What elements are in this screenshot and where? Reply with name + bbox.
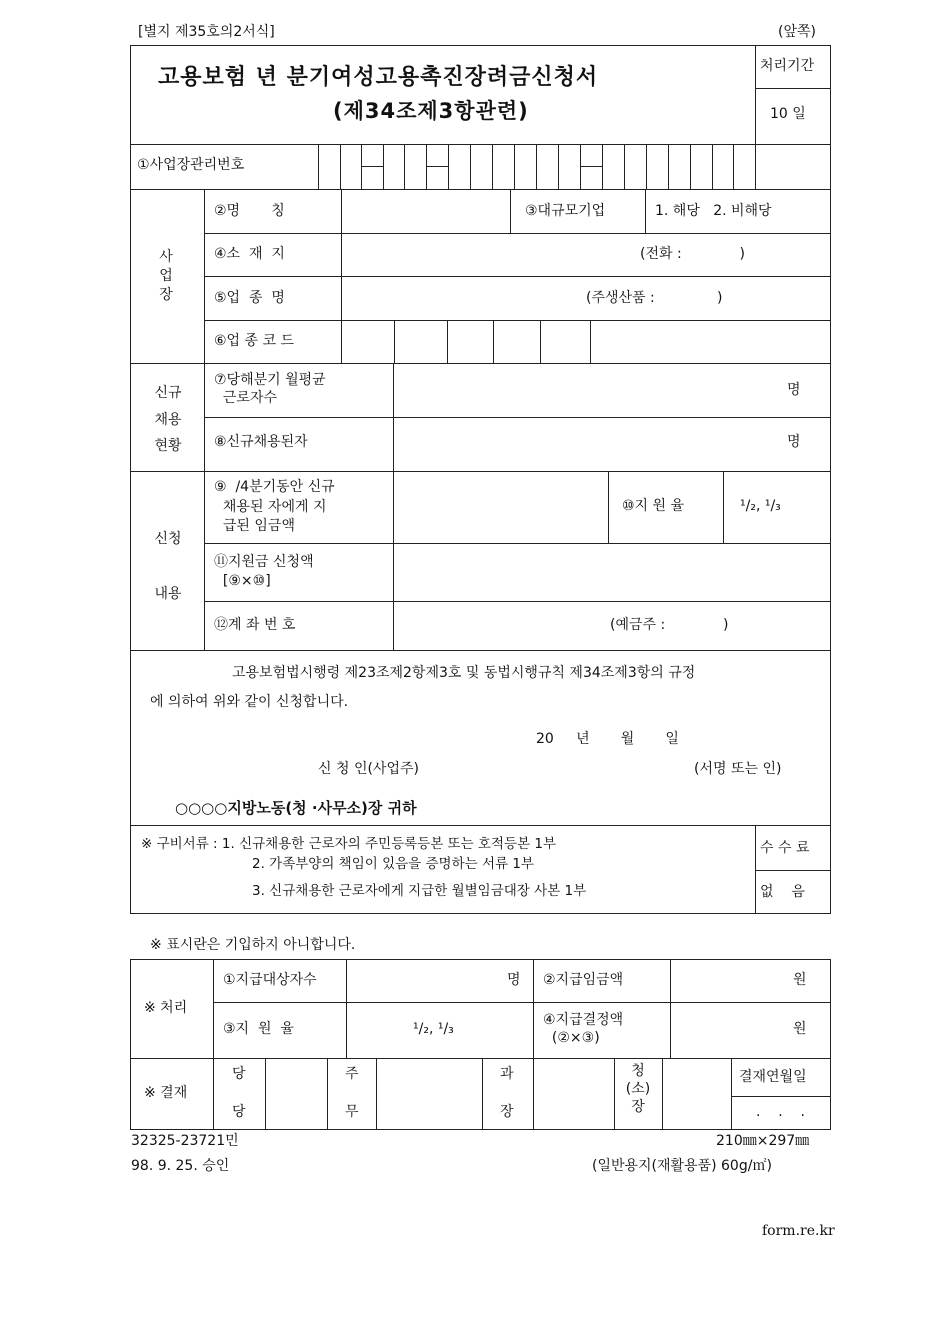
- required-documents-item1: ※ 구비서류 : 1. 신규채용한 근로자의 주민등록등본 또는 호적등본 1부: [141, 836, 557, 852]
- field-wages-paid-label: ⑨ /4분기동안 신규 채용된 자에게 지 급된 임금액: [214, 479, 335, 535]
- approval-date-footer: 98. 9. 25. 승인: [131, 1158, 230, 1174]
- section-business-label: 사 업 장: [159, 249, 173, 303]
- processing-rate-options: ¹/₂, ¹/₃: [413, 1021, 454, 1037]
- field-industry-label: ⑤업 종 명: [214, 290, 285, 306]
- approval-staff-top: 당: [232, 1066, 246, 1082]
- field-new-hires-label: ⑧신규채용된자: [214, 434, 308, 450]
- form-title: 고용보험 년 분기여성고용촉진장려금신청서: [158, 65, 599, 90]
- form-subtitle: (제34조제3항관련): [333, 99, 529, 123]
- fee-value: 없 음: [760, 884, 805, 900]
- field-avg-workers-label: ⑦당해분기 월평균 근로자수: [214, 372, 326, 406]
- office-use-note: ※ 표시란은 기입하지 아니합니다.: [150, 937, 356, 953]
- support-rate-options[interactable]: ¹/₂, ¹/₃: [740, 498, 781, 514]
- large-company-options[interactable]: 1. 해당 2. 비해당: [655, 203, 772, 219]
- declaration-line1: 고용보험법시행령 제23조제2항제3호 및 동법시행규칙 제34조제3항의 규정: [232, 665, 696, 681]
- approval-staff-bottom: 당: [232, 1104, 246, 1120]
- processing-period-value: 10 일: [770, 106, 806, 122]
- approval-staff-sign[interactable]: [266, 1059, 326, 1129]
- decided-amount-label: ④지급결정액 (②×③): [543, 1012, 624, 1047]
- section-request-label: 신청 내용: [154, 531, 182, 602]
- payee-count-label: ①지급대상자수: [223, 972, 317, 988]
- application-date[interactable]: 20 년 월 일: [536, 731, 679, 747]
- approval-director-sign[interactable]: [663, 1059, 730, 1129]
- processing-period-label: 처리기간: [760, 58, 815, 74]
- field-address-label: ④소 재 지: [214, 246, 285, 262]
- business-name-input[interactable]: [342, 190, 510, 233]
- page-side-label: (앞쪽): [778, 24, 816, 40]
- business-id-input[interactable]: [318, 144, 755, 189]
- required-documents-item3: 3. 신규채용한 근로자에게 지급한 월별임금대장 사본 1부: [252, 883, 587, 899]
- approval-officer-sign[interactable]: [377, 1059, 481, 1129]
- approval-director-label: 청 (소) 장: [625, 1063, 651, 1116]
- approval-date-value[interactable]: . . .: [756, 1104, 805, 1120]
- field-large-company-label: ③대규모기업: [525, 203, 606, 219]
- wages-paid-unit: 원: [793, 972, 807, 988]
- field-support-rate-label: ⑩지 원 율: [622, 498, 685, 514]
- source-site: form.re.kr: [762, 1223, 835, 1239]
- form-code: 32325-23721민: [131, 1133, 239, 1149]
- phone-field[interactable]: (전화 : ): [640, 246, 745, 262]
- form-number: [별지 제35호의2서식]: [138, 24, 275, 40]
- required-documents-item2: 2. 가족부양의 책임이 있음을 증명하는 서류 1부: [252, 856, 534, 872]
- addressee: ○○○○지방노동(청 ·사무소)장 귀하: [175, 799, 417, 817]
- industry-code-input[interactable]: [341, 320, 590, 363]
- processing-label: ※ 처리: [144, 1000, 188, 1016]
- field-subsidy-amount-label: ⑪지원금 신청액 [⑨×⑩]: [214, 554, 314, 589]
- processing-rate-label: ③지 원 율: [223, 1021, 294, 1037]
- approval-officer-top: 주: [345, 1066, 359, 1082]
- declaration-line2: 에 의하여 위와 같이 신청합니다.: [150, 694, 349, 710]
- paper-size: 210㎜×297㎜: [716, 1133, 810, 1149]
- approval-section-chief-sign[interactable]: [534, 1059, 613, 1129]
- field-business-id-label: ①사업장관리번호: [137, 157, 245, 173]
- signature-field[interactable]: (서명 또는 인): [694, 761, 782, 777]
- new-hires-unit: 명: [787, 434, 801, 450]
- paper-type: (일반용지(재활용품) 60g/㎡): [592, 1158, 772, 1174]
- field-industry-code-label: ⑥업 종 코 드: [214, 333, 294, 349]
- approval-section-chief-top: 과: [500, 1066, 514, 1082]
- avg-workers-unit: 명: [787, 382, 801, 398]
- depositor-field[interactable]: (예금주 : ): [610, 617, 729, 633]
- fee-label: 수 수 료: [760, 840, 810, 856]
- approval-date-label: 결재연월일: [739, 1069, 807, 1085]
- decided-amount-unit: 원: [793, 1021, 807, 1037]
- field-business-name-label: ②명 칭: [214, 203, 285, 219]
- wages-paid-label: ②지급임금액: [543, 972, 624, 988]
- main-product-field[interactable]: (주생산품 : ): [586, 290, 723, 306]
- applicant-label: 신 청 인(사업주): [318, 761, 419, 777]
- section-hiring-label: 신규 채용 현황: [154, 385, 182, 455]
- payee-count-unit: 명: [507, 972, 521, 988]
- approval-officer-bottom: 무: [345, 1104, 359, 1120]
- approval-label: ※ 결재: [144, 1085, 188, 1101]
- approval-section-chief-bottom: 장: [500, 1104, 514, 1120]
- field-account-label: ⑫계 좌 번 호: [214, 617, 296, 633]
